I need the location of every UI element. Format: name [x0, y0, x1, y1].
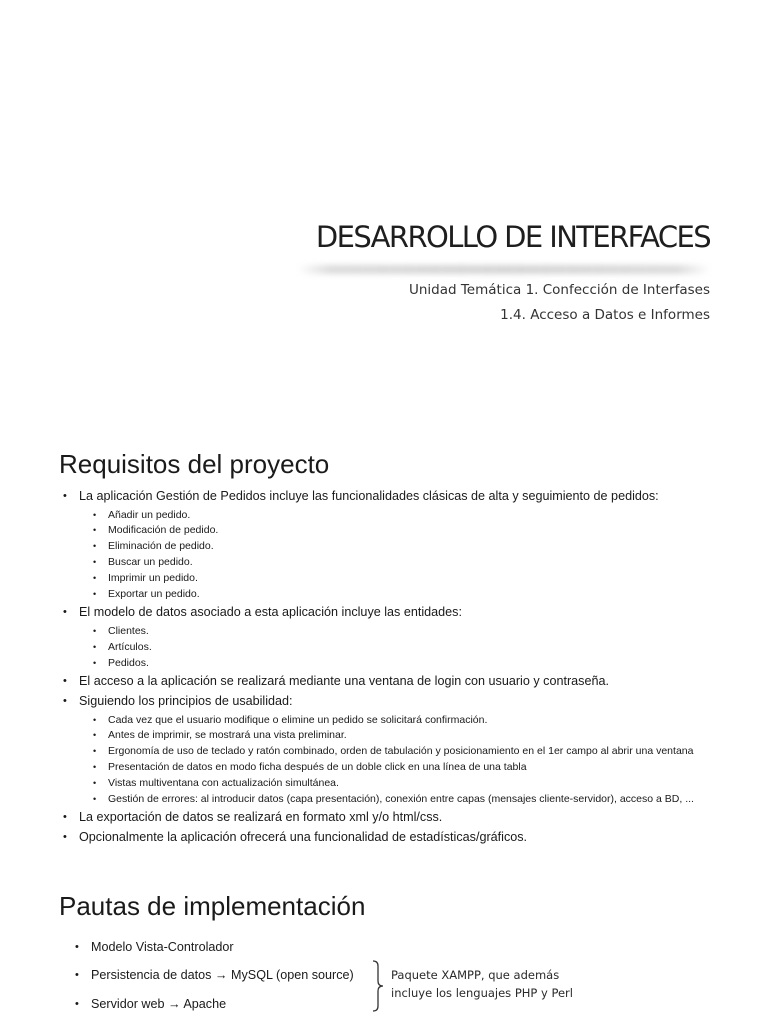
section-subtitle: 1.4. Acceso a Datos e Informes: [500, 307, 710, 323]
sub-list-item: • Presentación de datos en modo ficha después de un doble click en una línea de una tabla: [93, 760, 763, 776]
pautas-list: [75, 933, 354, 1018]
list-item-text: El acceso a la aplicación se realizará mediante una ventana de login con usuario y contraseña.: [79, 674, 609, 689]
sub-list-item: • Eliminación de pedido.: [93, 539, 763, 555]
sub-list-item: • Cada vez que el usuario modifique o elimine un pedido se solicitará confirmación.: [93, 713, 763, 729]
list-item: [63, 487, 763, 603]
pautas-heading: Pautas de implementación: [59, 891, 366, 921]
document-title: DESARROLLO DE INTERFACES: [315, 220, 710, 254]
sub-list-item: • Imprimir un pedido.: [93, 571, 763, 587]
list-item: [63, 603, 763, 672]
sub-list: [93, 507, 763, 604]
list-item-text: La aplicación Gestión de Pedidos incluye las funcionalidades clásicas de alta y seguimiento de pedidos:: [79, 489, 659, 503]
list-item: • Persistencia de datos → MySQL (open source): [75, 961, 354, 989]
list-item: • Servidor web → Apache: [75, 990, 354, 1018]
list-item: [63, 808, 763, 828]
blurred-line: [298, 265, 710, 274]
note-line: Paquete XAMPP, que además: [391, 968, 560, 982]
note-line: incluye los lenguajes PHP y Perl: [391, 986, 573, 1000]
sub-list-item: • Clientes.: [93, 624, 763, 640]
xampp-note: [391, 966, 573, 1002]
sub-list-item: • Ergonomía de uso de teclado y ratón combinado, orden de tabulación y posicionamiento en el 1er campo al abrir una ventana: [93, 744, 763, 760]
list-item-text: La exportación de datos se realizará en formato xml y/o html/css.: [79, 810, 443, 825]
list-item-text: El modelo de datos asociado a esta aplicación incluye las entidades:: [79, 605, 462, 620]
list-item: [63, 672, 763, 692]
list-item-text: Siguiendo los principios de usabilidad:: [79, 693, 293, 708]
sub-list-item: • Buscar un pedido.: [93, 555, 763, 571]
unit-subtitle: Unidad Temática 1. Confección de Interfases: [408, 282, 710, 298]
sub-list-item: • Añadir un pedido.: [93, 508, 763, 524]
sub-list-item: • Vistas multiventana con actualización simultánea.: [93, 776, 763, 792]
sub-list-item: • Modificación de pedido.: [93, 523, 763, 539]
sub-list-item: • Antes de imprimir, se mostrará una vista preliminar.: [93, 728, 763, 744]
sub-list-item: • Gestión de errores: al introducir datos (capa presentación), conexión entre capas (mensajes cliente-servidor), acceso a BD, ...: [93, 792, 763, 808]
sub-list-item: • Artículos.: [93, 640, 763, 656]
sub-list-item: • Pedidos.: [93, 656, 763, 672]
list-item: [63, 828, 763, 848]
list-item: [63, 692, 763, 808]
sub-list: [93, 623, 763, 672]
curly-brace-icon: [370, 960, 386, 1012]
list-item: • Modelo Vista-Controlador: [75, 933, 354, 961]
sub-list: [93, 712, 763, 809]
requisitos-heading: Requisitos del proyecto: [59, 449, 330, 479]
list-item-text: Opcionalmente la aplicación ofrecerá una funcionalidad de estadísticas/gráficos.: [79, 829, 528, 844]
title-block: [298, 218, 710, 328]
requisitos-list: [63, 487, 763, 848]
sub-list-item: • Exportar un pedido.: [93, 587, 763, 603]
